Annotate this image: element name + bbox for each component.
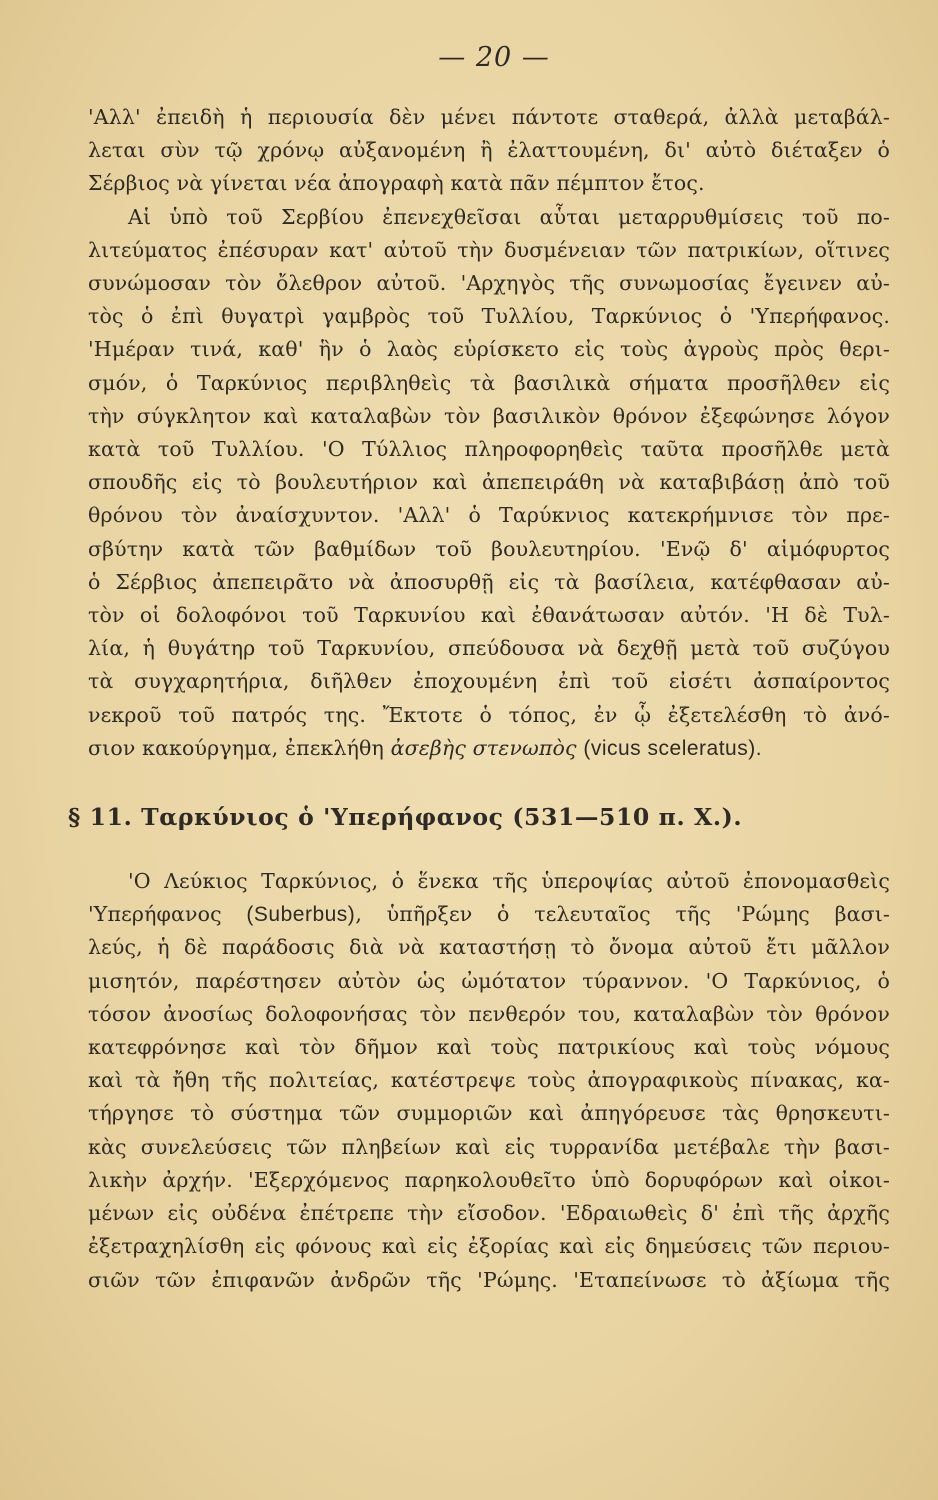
text-line: τὰ συγχαρητήρια, διῆλθεν ἐποχουμένη ἐπὶ τοῦ εἰσέτι ἀσπαίροντος [88, 669, 890, 694]
text-line: τόσον ἀνοσίως δολοφονήσας τὸν πενθερόν του, καταλαβὼν τὸν θρόνον [88, 1001, 890, 1026]
text-line: 'Ο Λεύκιος Ταρκύνιος, ὁ ἕνεκα τῆς ὑπεροψίας αὐτοῦ ἐπονομασθεὶς [128, 869, 890, 894]
text-line: θρόνου τὸν ἀναίσχυντον. 'Αλλ' ὁ Ταρύκνιος κατεκρήμνισε τὸν πρε- [88, 503, 890, 528]
text-line: Αἱ ὑπὸ τοῦ Σερβίου ἐπενεχθεῖσαι αὗται μεταρρυθμίσεις τοῦ πο- [128, 204, 890, 229]
text-line: λεύς, ἡ δὲ παράδοσις διὰ νὰ καταστήσῃ τὸ ὄνομα αὐτοῦ ἔτι μᾶλλον [88, 935, 890, 960]
text-line: λία, ἡ θυγάτηρ τοῦ Ταρκυνίου, σπεύδουσα νὰ δεχθῇ μετὰ τοῦ συζύγου [88, 636, 890, 661]
text-fragment: , ὑπῆρξεν ὁ τελευταῖος τῆς 'Ρώμης βασι- [355, 902, 890, 927]
text-fragment: σιον κακούργημα, ἐπεκλήθη [88, 735, 391, 760]
text-line: σμόν, ὁ Ταρκύνιος περιβληθεὶς τὰ βασιλικὰ σήματα προσῆλθεν εἰς [88, 370, 890, 395]
text-line: Σέρβιος νὰ γίνεται νέα ἀπογραφὴ κατὰ πᾶν πέμπτον ἔτος. [88, 171, 705, 196]
text-line: 'Αλλ' ἐπειδὴ ἡ περιουσία δὲν μένει πάντοτε σταθερά, ἀλλὰ μεταβάλ- [88, 105, 890, 129]
paragraph-census [88, 101, 890, 201]
text-line: συνώμοσαν τὸν ὄλεθρον αὐτοῦ. 'Αρχηγὸς τῆς συνωμοσίας ἔγεινεν αὐ- [88, 271, 890, 296]
latin-term: (Suberbus) [246, 903, 356, 927]
text-line: λεται σὺν τῷ χρόνῳ αὐξανομένη ἢ ἐλαττουμένη, δι' αὐτὸ διέταξεν ὁ [88, 138, 890, 163]
page-number: — 20 — [438, 42, 550, 73]
text-line: νεκροῦ τοῦ πατρός της. Ἔκτοτε ὁ τόπος, ἐν ᾧ ἐξετελέσθη τὸ ἀνό- [88, 702, 890, 727]
text-line: κὰς συνελεύσεις τῶν πληβείων καὶ εἰς τυρρανίδα μετέβαλε τὴν βασι- [88, 1134, 890, 1159]
text-line: μένων εἰς οὐδένα ἐπέτρεπε τὴν εἴσοδον. 'Εδραιωθεὶς δ' ἐπὶ τῆς ἀρχῆς [88, 1201, 890, 1226]
text-line: ἐξετραχηλίσθη εἰς φόνους καὶ εἰς ἐξορίας καὶ εἰς δημεύσεις τῶν περιου- [88, 1234, 890, 1259]
text-line: κατὰ τοῦ Τυλλίου. 'Ο Τύλλιος πληροφορηθεὶς ταῦτα προσῆλθε μετὰ [88, 437, 890, 462]
text-line: μισητόν, παρέστησεν αὐτὸν ὡς ὠμότατον τύραννον. 'Ο Ταρκύνιος, ὁ [88, 968, 890, 993]
text-line: τὸς ὁ ἐπὶ θυγατρὶ γαμβρὸς τοῦ Τυλλίου, Ταρκύνιος ὁ 'Υπερήφανος. [88, 304, 890, 329]
text-line: τήργησε τὸ σύστημα τῶν συμμοριῶν καὶ ἀπηγόρευσε τὰς θρησκευτι- [88, 1101, 890, 1126]
section-heading: § 11. Ταρκύνιος ὁ 'Υπερήφανος (531—510 π. Χ.). [68, 803, 743, 832]
text-line: σβύτην κατὰ τῶν βαθμίδων τοῦ βουλευτηρίου. 'Ενῷ δ' αἱμόφυρτος [88, 536, 890, 561]
text-line: καὶ τὰ ἤθη τῆς πολιτείας, κατέστρεψε τοὺς ἀπογραφικοὺς πίνακας, κα- [88, 1068, 890, 1093]
text-line: σιῶν τῶν ἐπιφανῶν ἀνδρῶν τῆς 'Ρώμης. 'Εταπείνωσε τὸ ἀξίωμα τῆς [88, 1267, 890, 1292]
text-line: λικὴν ἀρχήν. 'Εξερχόμενος παρηκολουθεῖτο ὑπὸ δορυφόρων καὶ οἰκοι- [88, 1167, 890, 1192]
text-line: λιτεύματος ἐπέσυραν κατ' αὐτοῦ τὴν δυσμένειαν τῶν πατρικίων, οἵτινες [88, 237, 890, 262]
text-line: τὸν οἱ δολοφόνοι τοῦ Ταρκυνίου καὶ ἐθανάτωσαν αὐτόν. 'Η δὲ Τυλ- [88, 603, 890, 628]
italic-term: ἀσεβὴς στενωπὸς [390, 735, 577, 760]
latin-term: (vicus sceleratus). [583, 736, 763, 760]
text-line: τὴν σύγκλητον καὶ καταλαβὼν τὸν βασιλικὸν θρόνον ἐξεφώνησε λόγον [88, 403, 890, 428]
text-line: κατεφρόνησε καὶ τὸν δῆμον καὶ τοὺς πατρικίους καὶ τοὺς νόμους [88, 1035, 890, 1060]
text-line: ὁ Σέρβιος ἀπεπειρᾶτο νὰ ἀποσυρθῇ εἰς τὰ βασίλεια, κατέφθασαν αὐ- [88, 569, 890, 594]
text-fragment: 'Υπερήφανος [88, 902, 247, 927]
paragraph-servius-death [88, 201, 890, 765]
text-line [88, 732, 890, 765]
text-line: σπουδῆς εἰς τὸ βουλευτήριον καὶ ἀπεπειράθη νὰ καταβιβάσῃ ἀπὸ τοῦ [88, 470, 890, 495]
text-line [88, 898, 890, 931]
text-line: 'Ημέραν τινά, καθ' ἣν ὁ λαὸς εὑρίσκετο εἰς τοὺς ἀγροὺς πρὸς θερι- [88, 337, 890, 362]
paragraph-tarquinius [88, 865, 890, 1297]
